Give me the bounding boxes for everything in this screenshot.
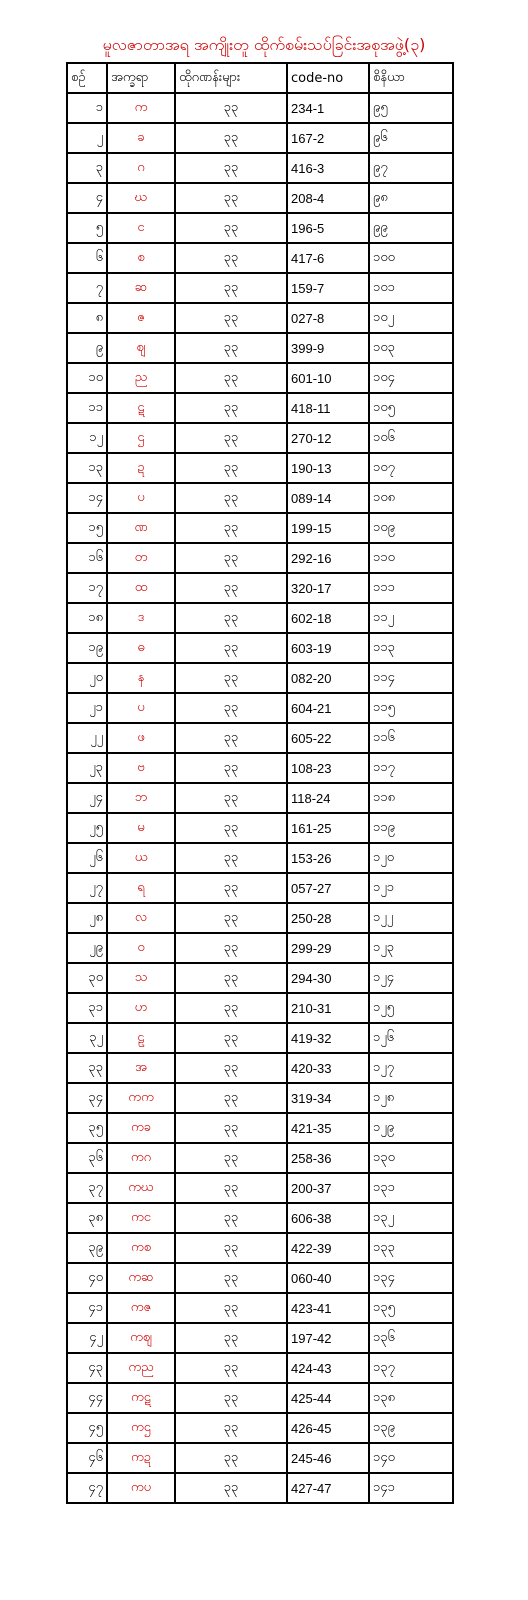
letter-cell: ကဃ (107, 1173, 175, 1203)
letter-cell: စ (107, 243, 175, 273)
code-cell: 292-16 (287, 543, 369, 573)
page-cell: ၁၂၅ (369, 993, 453, 1023)
number-cell: ၃၃ (175, 543, 287, 573)
table-row (67, 1263, 453, 1293)
table-row (67, 303, 453, 333)
serial-cell: ၂၇ (67, 873, 107, 903)
page-cell: ၁၃၅ (369, 1293, 453, 1323)
letter-cell: ကပ (107, 1473, 175, 1503)
serial-cell: ၁၃ (67, 453, 107, 483)
table-row (67, 933, 453, 963)
table-row (67, 453, 453, 483)
table-row (67, 243, 453, 273)
letter-cell: ဖ (107, 723, 175, 753)
letter-cell: ဂ (107, 153, 175, 183)
number-cell: ၃၃ (175, 93, 287, 123)
code-cell: 250-28 (287, 903, 369, 933)
page-title: မူလဇာတာအရ အကျိုးတူ ထိုက်စမ်းသပ်ခြင်းအစုအဖွဲ့(၃) (102, 35, 426, 54)
number-cell: ၃၃ (175, 333, 287, 363)
code-cell: 399-9 (287, 333, 369, 363)
table-row (67, 1113, 453, 1143)
code-cell: 422-39 (287, 1233, 369, 1263)
table-row (67, 213, 453, 243)
page-cell: ၁၂၇ (369, 1053, 453, 1083)
number-cell: ၃၃ (175, 243, 287, 273)
page-cell: ၁၂၉ (369, 1113, 453, 1143)
table-row (67, 633, 453, 663)
code-cell: 419-32 (287, 1023, 369, 1053)
code-cell: 602-18 (287, 603, 369, 633)
serial-cell: ၄၇ (67, 1473, 107, 1503)
code-cell: 027-8 (287, 303, 369, 333)
number-cell: ၃၃ (175, 1053, 287, 1083)
table-row (67, 783, 453, 813)
letter-cell: ဍ (107, 453, 175, 483)
serial-cell: ၆ (67, 243, 107, 273)
letter-cell: ဝ (107, 933, 175, 963)
serial-cell: ၂၄ (67, 783, 107, 813)
code-cell: 060-40 (287, 1263, 369, 1293)
number-cell: ၃၃ (175, 1203, 287, 1233)
serial-cell: ၉ (67, 333, 107, 363)
code-cell: 199-15 (287, 513, 369, 543)
letter-cell: ကဇ (107, 1293, 175, 1323)
page-cell: ၁၁၉ (369, 813, 453, 843)
serial-cell: ၃၇ (67, 1173, 107, 1203)
number-cell: ၃၃ (175, 1173, 287, 1203)
letter-cell: အ (107, 1053, 175, 1083)
page-cell: ၁၂၆ (369, 1023, 453, 1053)
page-cell: ၁၁၂ (369, 603, 453, 633)
serial-cell: ၄ (67, 183, 107, 213)
page-cell: ၁၀၃ (369, 333, 453, 363)
letter-cell: သ (107, 963, 175, 993)
serial-cell: ၈ (67, 303, 107, 333)
serial-cell: ၁၀ (67, 363, 107, 393)
letter-cell: ကဂ (107, 1143, 175, 1173)
page-cell: ၁၁၅ (369, 693, 453, 723)
number-cell: ၃၃ (175, 483, 287, 513)
serial-cell: ၃၀ (67, 963, 107, 993)
serial-cell: ၃ (67, 153, 107, 183)
code-cell: 159-7 (287, 273, 369, 303)
letter-cell: ဇ (107, 303, 175, 333)
letter-cell: ဠ (107, 1023, 175, 1053)
page-cell: ၉၆ (369, 123, 453, 153)
code-cell: 418-11 (287, 393, 369, 423)
number-cell: ၃၃ (175, 1323, 287, 1353)
number-cell: ၃၃ (175, 1413, 287, 1443)
code-cell: 108-23 (287, 753, 369, 783)
letter-cell: ဌ (107, 423, 175, 453)
table-row (67, 723, 453, 753)
page-cell: ၁၃၁ (369, 1173, 453, 1203)
page-cell: ၁၁၆ (369, 723, 453, 753)
page-cell: ၁၂၈ (369, 1083, 453, 1113)
serial-cell: ၁၆ (67, 543, 107, 573)
table-row (67, 93, 453, 123)
page-cell: ၁၀၀ (369, 243, 453, 273)
code-cell: 057-27 (287, 873, 369, 903)
page-cell: ၁၁၈ (369, 783, 453, 813)
table-row (67, 483, 453, 513)
letter-cell: ဈ (107, 333, 175, 363)
serial-cell: ၃၅ (67, 1113, 107, 1143)
table-row (67, 753, 453, 783)
code-cell: 082-20 (287, 663, 369, 693)
serial-cell: ၂ (67, 123, 107, 153)
code-cell: 320-17 (287, 573, 369, 603)
table-row (67, 1053, 453, 1083)
number-cell: ၃၃ (175, 1263, 287, 1293)
page-cell: ၁၁၁ (369, 573, 453, 603)
serial-cell: ၄၄ (67, 1383, 107, 1413)
letter-cell: ထ (107, 573, 175, 603)
letter-cell: ပ (107, 693, 175, 723)
data-table (66, 62, 454, 1504)
code-cell: 245-46 (287, 1443, 369, 1473)
code-cell: 426-45 (287, 1413, 369, 1443)
number-cell: ၃၃ (175, 1233, 287, 1263)
number-cell: ၃၃ (175, 843, 287, 873)
table-row (67, 393, 453, 423)
code-cell: 196-5 (287, 213, 369, 243)
number-cell: ၃၃ (175, 1443, 287, 1473)
page-cell: ၁၀၉ (369, 513, 453, 543)
serial-cell: ၅ (67, 213, 107, 243)
letter-cell: င (107, 213, 175, 243)
code-cell: 606-38 (287, 1203, 369, 1233)
table-row (67, 1083, 453, 1113)
page-cell: ၁၂၁ (369, 873, 453, 903)
table-row (67, 1443, 453, 1473)
number-cell: ၃၃ (175, 1293, 287, 1323)
code-cell: 089-14 (287, 483, 369, 513)
page-cell: ၁၀၂ (369, 303, 453, 333)
number-cell: ၃၃ (175, 1383, 287, 1413)
number-cell: ၃၃ (175, 393, 287, 423)
letter-cell: က (107, 93, 175, 123)
letter-cell: ခ (107, 123, 175, 153)
page-cell: ၁၃၃ (369, 1233, 453, 1263)
letter-cell: ဗ (107, 753, 175, 783)
serial-cell: ၃၄ (67, 1083, 107, 1113)
code-cell: 601-10 (287, 363, 369, 393)
number-cell: ၃၃ (175, 153, 287, 183)
serial-cell: ၄၅ (67, 1413, 107, 1443)
table-row (67, 273, 453, 303)
code-cell: 423-41 (287, 1293, 369, 1323)
number-cell: ၃၃ (175, 573, 287, 603)
serial-cell: ၄၃ (67, 1353, 107, 1383)
page-cell: ၁၃၉ (369, 1413, 453, 1443)
letter-cell: ကဌ (107, 1413, 175, 1443)
number-cell: ၃၃ (175, 1113, 287, 1143)
code-cell: 153-26 (287, 843, 369, 873)
header-code-no: code-no (287, 63, 369, 93)
letter-cell: ကဆ (107, 1263, 175, 1293)
page-cell: ၁၄၀ (369, 1443, 453, 1473)
serial-cell: ၂၉ (67, 933, 107, 963)
serial-cell: ၄၁ (67, 1293, 107, 1323)
number-cell: ၃၃ (175, 783, 287, 813)
serial-cell: ၂၁ (67, 693, 107, 723)
serial-cell: ၁၄ (67, 483, 107, 513)
code-cell: 605-22 (287, 723, 369, 753)
letter-cell: ကစ (107, 1233, 175, 1263)
letter-cell: ဓ (107, 633, 175, 663)
letter-cell: ကခ (107, 1113, 175, 1143)
letter-cell: ကည (107, 1353, 175, 1383)
serial-cell: ၁၉ (67, 633, 107, 663)
code-cell: 167-2 (287, 123, 369, 153)
page-cell: ၁၀၇ (369, 453, 453, 483)
table-row (67, 1173, 453, 1203)
serial-cell: ၁၁ (67, 393, 107, 423)
code-cell: 421-35 (287, 1113, 369, 1143)
letter-cell: ကင (107, 1203, 175, 1233)
code-cell: 604-21 (287, 693, 369, 723)
page-cell: ၁၂၂ (369, 903, 453, 933)
number-cell: ၃၃ (175, 423, 287, 453)
letter-cell: ပ (107, 483, 175, 513)
header-numbers: ထိုဂဏန်းများ (175, 63, 287, 93)
page-cell: ၁၄၁ (369, 1473, 453, 1503)
letter-cell: ကဍ (107, 1443, 175, 1473)
page-cell: ၁၃၄ (369, 1263, 453, 1293)
letter-cell: ဆ (107, 273, 175, 303)
table-row (67, 873, 453, 903)
serial-cell: ၃၂ (67, 1023, 107, 1053)
serial-cell: ၁၂ (67, 423, 107, 453)
letter-cell: ယ (107, 843, 175, 873)
letter-cell: ဘ (107, 783, 175, 813)
serial-cell: ၃၆ (67, 1143, 107, 1173)
code-cell: 425-44 (287, 1383, 369, 1413)
page-cell: ၁၁၀ (369, 543, 453, 573)
code-cell: 294-30 (287, 963, 369, 993)
number-cell: ၃၃ (175, 273, 287, 303)
letter-cell: မ (107, 813, 175, 843)
serial-cell: ၄၆ (67, 1443, 107, 1473)
code-cell: 417-6 (287, 243, 369, 273)
table-row (67, 903, 453, 933)
code-cell: 234-1 (287, 93, 369, 123)
serial-cell: ၂၀ (67, 663, 107, 693)
page-cell: ၁၂၀ (369, 843, 453, 873)
page-cell: ၁၀၈ (369, 483, 453, 513)
number-cell: ၃၃ (175, 1083, 287, 1113)
serial-cell: ၄၂ (67, 1323, 107, 1353)
table-row (67, 1293, 453, 1323)
table-row (67, 513, 453, 543)
header-row (67, 63, 453, 93)
code-cell: 197-42 (287, 1323, 369, 1353)
serial-cell: ၂၈ (67, 903, 107, 933)
table-row (67, 363, 453, 393)
number-cell: ၃၃ (175, 213, 287, 243)
number-cell: ၃၃ (175, 693, 287, 723)
letter-cell: ဒ (107, 603, 175, 633)
serial-cell: ၃၈ (67, 1203, 107, 1233)
page-cell: ၉၅ (369, 93, 453, 123)
table-row (67, 183, 453, 213)
page-cell: ၁၃၆ (369, 1323, 453, 1353)
letter-cell: တ (107, 543, 175, 573)
header-serial: စဉ် (67, 63, 107, 93)
letter-cell: ည (107, 363, 175, 393)
page-cell: ၁၁၃ (369, 633, 453, 663)
serial-cell: ၃၃ (67, 1053, 107, 1083)
page-cell: ၁၀၄ (369, 363, 453, 393)
letter-cell: ဟ (107, 993, 175, 1023)
serial-cell: ၃၁ (67, 993, 107, 1023)
code-cell: 200-37 (287, 1173, 369, 1203)
table-row (67, 1353, 453, 1383)
serial-cell: ၁၇ (67, 573, 107, 603)
table-row (67, 333, 453, 363)
number-cell: ၃၃ (175, 903, 287, 933)
code-cell: 210-31 (287, 993, 369, 1023)
table-row (67, 1413, 453, 1443)
number-cell: ၃၃ (175, 513, 287, 543)
number-cell: ၃၃ (175, 303, 287, 333)
number-cell: ၃၃ (175, 933, 287, 963)
letter-cell: ဃ (107, 183, 175, 213)
serial-cell: ၁၅ (67, 513, 107, 543)
table-row (67, 813, 453, 843)
letter-cell: ကက (107, 1083, 175, 1113)
page-cell: ၁၁၇ (369, 753, 453, 783)
serial-cell: ၂၃ (67, 753, 107, 783)
code-cell: 424-43 (287, 1353, 369, 1383)
code-cell: 319-34 (287, 1083, 369, 1113)
page-cell: ၁၂၃ (369, 933, 453, 963)
table-row (67, 1143, 453, 1173)
code-cell: 161-25 (287, 813, 369, 843)
serial-cell: ၁၈ (67, 603, 107, 633)
number-cell: ၃၃ (175, 993, 287, 1023)
code-cell: 258-36 (287, 1143, 369, 1173)
number-cell: ၃၃ (175, 123, 287, 153)
page-cell: ၁၃၇ (369, 1353, 453, 1383)
page-cell: ၉၇ (369, 153, 453, 183)
code-cell: 420-33 (287, 1053, 369, 1083)
number-cell: ၃၃ (175, 633, 287, 663)
letter-cell: ကဋ (107, 1383, 175, 1413)
code-cell: 603-19 (287, 633, 369, 663)
serial-cell: ၂၆ (67, 843, 107, 873)
table-row (67, 543, 453, 573)
page-cell: ၁၃၈ (369, 1383, 453, 1413)
letter-cell: ဋ (107, 393, 175, 423)
letter-cell: လ (107, 903, 175, 933)
number-cell: ၃၃ (175, 753, 287, 783)
serial-cell: ၇ (67, 273, 107, 303)
page-cell: ၁၂၄ (369, 963, 453, 993)
number-cell: ၃၃ (175, 1143, 287, 1173)
letter-cell: ကဈ (107, 1323, 175, 1353)
table-row (67, 693, 453, 723)
table-row (67, 1233, 453, 1263)
page-cell: ၉၉ (369, 213, 453, 243)
code-cell: 208-4 (287, 183, 369, 213)
table-row (67, 603, 453, 633)
table-row (67, 123, 453, 153)
serial-cell: ၁ (67, 93, 107, 123)
serial-cell: ၂၂ (67, 723, 107, 753)
page-cell: ၁၁၄ (369, 663, 453, 693)
letter-cell: န (107, 663, 175, 693)
page-cell: ၉၈ (369, 183, 453, 213)
table-row (67, 1473, 453, 1503)
table-row (67, 963, 453, 993)
number-cell: ၃၃ (175, 963, 287, 993)
number-cell: ၃၃ (175, 1473, 287, 1503)
table-row (67, 1203, 453, 1233)
table-row (67, 1323, 453, 1353)
serial-cell: ၂၅ (67, 813, 107, 843)
number-cell: ၃၃ (175, 603, 287, 633)
table-row (67, 423, 453, 453)
page-cell: ၁၀၆ (369, 423, 453, 453)
table-row (67, 1023, 453, 1053)
table-row (67, 573, 453, 603)
letter-cell: ဏ (107, 513, 175, 543)
number-cell: ၃၃ (175, 813, 287, 843)
number-cell: ၃၃ (175, 1353, 287, 1383)
page-cell: ၁၀၁ (369, 273, 453, 303)
header-letter: အက္ခရာ (107, 63, 175, 93)
page-cell: ၁၃၂ (369, 1203, 453, 1233)
number-cell: ၃၃ (175, 723, 287, 753)
page-cell: ၁၀၅ (369, 393, 453, 423)
code-cell: 118-24 (287, 783, 369, 813)
page-cell: ၁၃၀ (369, 1143, 453, 1173)
number-cell: ၃၃ (175, 183, 287, 213)
code-cell: 427-47 (287, 1473, 369, 1503)
number-cell: ၃၃ (175, 663, 287, 693)
code-cell: 190-13 (287, 453, 369, 483)
table-row (67, 843, 453, 873)
number-cell: ၃၃ (175, 453, 287, 483)
letter-cell: ရ (107, 873, 175, 903)
code-cell: 416-3 (287, 153, 369, 183)
table-row (67, 663, 453, 693)
table-row (67, 153, 453, 183)
table-row (67, 993, 453, 1023)
number-cell: ၃၃ (175, 1023, 287, 1053)
serial-cell: ၄၀ (67, 1263, 107, 1293)
table-row (67, 1383, 453, 1413)
number-cell: ၃၃ (175, 363, 287, 393)
code-cell: 270-12 (287, 423, 369, 453)
code-cell: 299-29 (287, 933, 369, 963)
header-page: စိနိယာ (369, 63, 453, 93)
serial-cell: ၃၉ (67, 1233, 107, 1263)
number-cell: ၃၃ (175, 873, 287, 903)
